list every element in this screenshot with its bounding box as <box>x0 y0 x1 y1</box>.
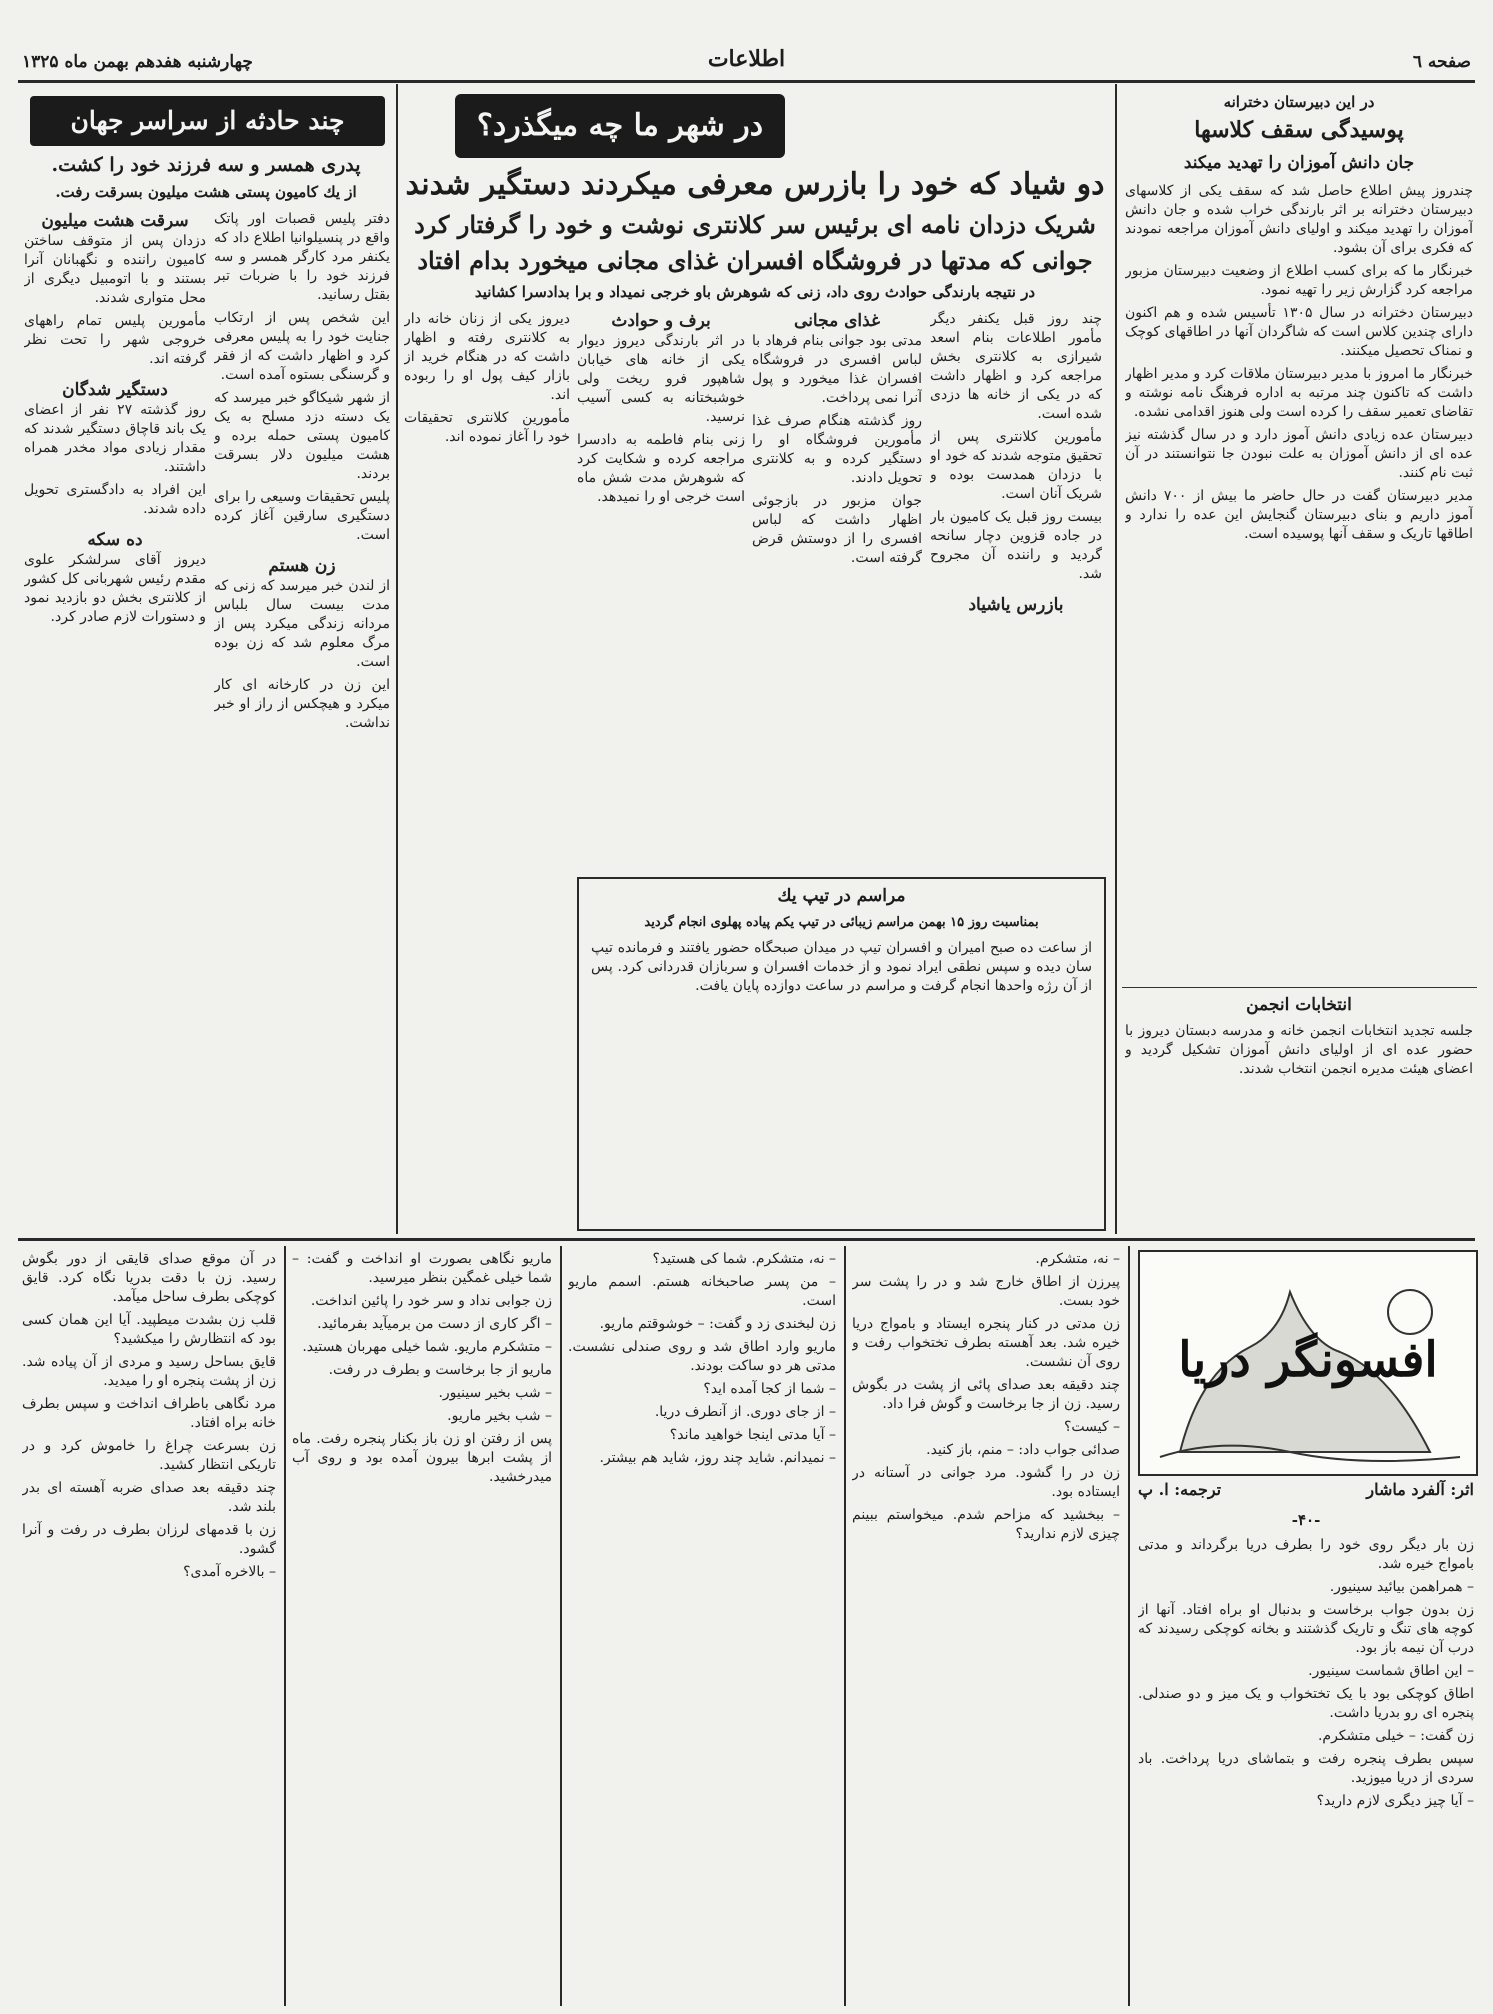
serial-divider-2 <box>844 1246 846 2006</box>
serial-col-4 <box>292 1250 552 2006</box>
paragraph: روز گذشته ۲۷ نفر از اعضای یک باند قاچاق دستگیر شدند که مقدار زیادی مواد مخدر همراه داشتند. <box>24 402 206 475</box>
world-sub-two: سرقت هشت میلیون <box>41 211 189 231</box>
world-sub-one: از یك کامیون پستی هشت میلیون بسرقت رفت. <box>55 183 357 201</box>
sub-gheza: غذای مجانی <box>794 311 880 331</box>
paragraph: زن بار دیگر روی خود را بطرف دریا برگرداند و مدتی بامواج خیره شد. <box>1138 1537 1474 1572</box>
paragraph: دبیرستان دخترانه در سال ۱۳۰۵ تأسیس شده و هم اکنون دارای چندین کلاس است که شاگردان آنها در اطاقهای کوچک و نمناک تحصیل میکنند. <box>1125 305 1473 359</box>
paragraph: ماریو وارد اطاق شد و روی صندلی نشست. مدتی هر دو ساکت بودند. <box>568 1339 836 1374</box>
paragraph: زن بدون جواب برخاست و بدنبال او براه افتاد. آنها از کوچه های تنگ و تاریک گذشتند و بخانه کوچکی رسیدند که درب آن نیمه باز بود. <box>1138 1602 1474 1656</box>
paragraph: زن با قدمهای لرزان بطرف در رفت و آنرا گشود. <box>22 1522 276 1557</box>
paragraph: در اثر بارندگی دیروز دیوار یکی از خانه های خیابان شاهپور فرو ریخت ولی خوشبختانه به کسی آسیب نرسید. <box>577 333 745 425</box>
newspaper-logo: اطلاعات <box>707 46 786 72</box>
paragraph: ماریو نگاهی بصورت او انداخت و گفت: – شما خیلی غمگین بنظر میرسید. <box>292 1251 552 1286</box>
election-title: انتخابات انجمن <box>1246 995 1352 1015</box>
serial-title: افسونگر دریا <box>1178 1332 1438 1388</box>
serial-divider-3 <box>560 1246 562 2006</box>
ceremony-body: از ساعت ده صبح امیران و افسران تیپ در میدان صبحگاه حضور یافتند و فرمانده تیپ سان دیده و سپس نطقی ایراد نمود و از خدمات افسران و سربازان قدردانی کرد. پس از آن رژه واحدها انجام گرفت و مراسم در ساعت دوازده پایان یافت. <box>591 940 1092 994</box>
paragraph: دیروز آقای سرلشکر علوی مقدم رئیس شهربانی کل کشور از کلانتری بخش دو بازدید نمود و دستورات لازم صادر کرد. <box>24 552 206 625</box>
paragraph: صدائی جواب داد: – منم، باز کنید. <box>926 1442 1120 1458</box>
world-col-left <box>24 210 206 1220</box>
paragraph: دفتر پلیس قصبات اور پاتک واقع در پنسیلوانیا اطلاع داد که یکنفر مرد کارگر همسر و سه فرزند خود را با ضربات تبر بقتل رسانید. <box>214 211 390 303</box>
serial-credits <box>1138 1480 1474 1506</box>
paragraph: از شهر شیکاگو خبر میرسد که یک دسته دزد مسلح به یک کامیون پستی حمله برده و هشت میلیون دلار بسرقت بردند. <box>214 390 390 482</box>
paragraph: – این اطاق شماست سینیور. <box>1308 1663 1474 1679</box>
paragraph: چند روز قبل یکنفر دیگر مأمور اطلاعات بنام اسعد شیرازی به کلانتری بخش مراجعه کرد و اظهار داشت که در یکی از خانه ها دزدی شده است. <box>930 311 1102 422</box>
paragraph: زن جوابی نداد و سر خود را پائین انداخت. <box>310 1293 552 1309</box>
paragraph: مأمورین پلیس تمام راههای خروجی شهر را تحت نظر گرفته اند. <box>24 313 206 367</box>
paragraph: – متشکرم ماریو. شما خیلی مهربان هستید. <box>302 1339 552 1355</box>
paragraph: – همراهمن بیائید سینیور. <box>1329 1579 1474 1595</box>
paragraph: دزدان پس از متوقف ساختن کامیون راننده و نگهبانان آنرا بستند و با اتومبیل دیگری از محل متواری شدند. <box>24 233 206 306</box>
serial-episode: -۴۰- <box>1291 1511 1321 1529</box>
serial-col-5 <box>22 1250 276 2006</box>
paragraph: دیروز یکی از زنان خانه دار به کلانتری رفته و اظهار داشت که در هنگام خرید از بازار کیف پول او را ربوده اند. <box>404 311 570 403</box>
school-subtitle: جان دانش آموزان را تهدید میکند <box>1183 153 1415 173</box>
paragraph: مرد نگاهی باطراف انداخت و سپس بطرف خانه براه افتاد. <box>22 1396 276 1431</box>
issue-date: چهارشنبه هفدهم بهمن ماه ۱۳۲۵ <box>22 52 253 72</box>
serial-author: اثر: آلفرد ماشار <box>1366 1480 1474 1499</box>
col-divider-left <box>396 84 398 1234</box>
world-sub-five: ده سکه <box>87 530 143 550</box>
paragraph: – از جای دوری. از آنطرف دریا. <box>654 1404 836 1420</box>
paragraph: – نه، متشکرم. <box>1035 1251 1120 1267</box>
paragraph: – آیا چیز دیگری لازم دارید؟ <box>1316 1793 1474 1809</box>
school-kicker: در این دبیرستان دخترانه <box>1223 93 1375 111</box>
subhead-one: شریک دزدان نامه ای برئیس سر کلانتری نوشت و خود را گرفتار کرد <box>414 210 1096 239</box>
paragraph: از لندن خبر میرسد که زنی که مدت بیست سال بلباس مردانه زندگی میکرد پس از مرگ معلوم شد که زن بوده است. <box>214 578 390 670</box>
paragraph: زن در را گشود. مرد جوانی در آستانه در ایستاده بود. <box>852 1465 1120 1500</box>
paragraph: – بالاخره آمدی؟ <box>183 1564 276 1580</box>
paragraph: ماریو از جا برخاست و بطرف در رفت. <box>328 1362 552 1378</box>
paragraph: چندروز پیش اطلاع حاصل شد که سقف یکی از کلاسهای دبیرستان دخترانه بر اثر بارندگی خراب شده و جان دانش آموزان را تهدید میکند و اولیای دانش آموزان مراجعه نمودند که فکری برای آن بشود. <box>1125 183 1473 256</box>
serial-divider-4 <box>284 1246 286 2006</box>
paragraph: این افراد به دادگستری تحویل داده شدند. <box>24 482 206 517</box>
moon-icon <box>1388 1290 1432 1334</box>
serial-col-1 <box>1138 1536 1474 2006</box>
school-body <box>1125 182 1473 544</box>
center-col-a <box>930 310 1102 870</box>
world-sub-three: دستگیر شدگان <box>62 380 168 400</box>
paragraph: مأمورین کلانتری پس از تحقیق متوجه شدند که خود او با دزدان همدست بوده و شریک آنان است. <box>930 429 1102 502</box>
paragraph: دبیرستان عده زیادی دانش آموز دارد و در سال گذشته نیز عده ای از دانش آموزان به علت نبودن جا نتوانستند در آن ثبت نام کنند. <box>1125 427 1473 481</box>
center-col-b <box>752 310 922 870</box>
serial-col-2 <box>852 1250 1120 2006</box>
center-kicker: در نتیجه بارندگی حوادث روی داد، زنی که شوهرش باو خرجی نمیداد و برا بدادسرا کشانید <box>474 283 1036 301</box>
sub-barf: برف و حوادث <box>611 311 711 331</box>
serial-divider-1 <box>1128 1246 1130 2006</box>
paragraph: – شب بخیر سینیور. <box>438 1385 552 1401</box>
center-col-c <box>577 310 745 870</box>
page-number: صفحه ٦ <box>1412 52 1471 72</box>
paragraph: – کیست؟ <box>1063 1419 1120 1435</box>
paragraph: خبرنگار ما که برای کسب اطلاع از وضعیت دبیرستان مزبور مراجعه کرد گزارش زیر را تهیه نمود. <box>1125 263 1473 298</box>
paragraph: زن گفت: – خیلی متشکرم. <box>1317 1728 1474 1744</box>
paragraph: – نه، متشکرم. شما کی هستید؟ <box>652 1251 836 1267</box>
paragraph: روز گذشته هنگام صرف غذا مأمورین فروشگاه او را دستگیر کرده و به کلانتری تحویل دادند. <box>752 413 922 486</box>
serial-rule <box>18 1238 1475 1241</box>
paragraph: زن لبخندی زد و گفت: – خوشوقتم ماریو. <box>599 1316 836 1332</box>
paragraph: پیرزن از اطاق خارج شد و در را پشت سر خود بست. <box>852 1274 1120 1309</box>
paragraph: چند دقیقه بعد صدای ضربه آهسته ای بدر بلند شد. <box>22 1480 276 1515</box>
ceremony-intro: بمناسبت روز ۱۵ بهمن مراسم زیبائی در تیپ یکم پیاده پهلوی انجام گردید <box>644 915 1039 930</box>
serial-col-3 <box>568 1250 836 2006</box>
world-head-one: پدری همسر و سه فرزند خود را کشت. <box>51 154 361 176</box>
paragraph: زنی بنام فاطمه به دادسرا مراجعه کرده و شکایت کرد که شوهرش مدت شش ماه است خرجی او را نمیدهد. <box>577 432 745 505</box>
paragraph: – شب بخیر ماریو. <box>447 1408 552 1424</box>
col-divider-right <box>1115 84 1117 1234</box>
serial-title-box <box>1138 1250 1478 1476</box>
paragraph: – اگر کاری از دست من برمیآید بفرمائید. <box>317 1316 552 1332</box>
main-headline: دو شیاد که خود را بازرس معرفی میکردند دستگیر شدند <box>405 167 1105 202</box>
election-box <box>1125 994 1473 1224</box>
paragraph: – شما از کجا آمده اید؟ <box>703 1381 836 1397</box>
paragraph: قایق بساحل رسید و مردی از آن پیاده شد. زن از پشت پنجره او را میدید. <box>22 1354 276 1389</box>
ceremony-box <box>577 877 1106 1231</box>
world-sub-four: زن هستم <box>268 556 336 576</box>
paragraph: این زن در کارخانه ای کار میکرد و هیچکس از راز او خبر نداشت. <box>214 677 390 731</box>
paragraph: – من پسر صاحبخانه هستم. اسمم ماریو است. <box>568 1274 836 1309</box>
paragraph: زن مدتی در کنار پنجره ایستاد و بامواج دریا خیره شد. بعد آهسته بطرف تختخواب رفت و روی آن نشست. <box>852 1316 1120 1370</box>
paragraph: مدتی بود جوانی بنام فرهاد با لباس افسری در فروشگاه افسران غذا میخورد و پول آنرا نمی پرداخت. <box>752 333 922 406</box>
paragraph: سپس بطرف پنجره رفت و بتماشای دریا پرداخت. باد سردی از دریا میوزید. <box>1138 1751 1474 1786</box>
paragraph: بیست روز قبل یک کامیون بار در جاده قزوین دچار سانحه گردید و راننده آن مجروح شد. <box>930 509 1102 582</box>
subhead-two: جوانی که مدتها در فروشگاه افسران غذای مجانی میخورد بدام افتاد <box>417 246 1093 275</box>
election-body: جلسه تجدید انتخابات انجمن خانه و مدرسه دبستان دیروز با حضور عده ای از اولیای دانش آموزان تشکیل گردید و اعضای هیئت مدیره انجمن انتخاب شدند. <box>1125 1023 1473 1077</box>
box-rule <box>1122 987 1477 988</box>
paragraph: زن بسرعت چراغ را خاموش کرد و در تاریکی انتظار کشید. <box>22 1438 276 1473</box>
paragraph: – نمیدانم. شاید چند روز، شاید هم بیشتر. <box>599 1450 836 1466</box>
city-banner: در شهر ما چه میگذرد؟ <box>455 94 785 158</box>
paragraph: پلیس تحقیقات وسیعی را برای دستگیری سارقین آغاز کرده است. <box>214 489 390 543</box>
ceremony-title: مراسم در تیپ یك <box>777 886 906 906</box>
world-col-right <box>214 210 390 1220</box>
paragraph: مدیر دبیرستان گفت در حال حاضر ما بیش از ۷۰۰ دانش آموز داریم و بنای دبیرستان گنجایش این عده را ندارد و اطاقها تاریک و سقف آنها پوسیده است. <box>1125 488 1473 542</box>
paragraph: – آیا مدتی اینجا خواهید ماند؟ <box>669 1427 836 1443</box>
sub-bazres: بازرس یاشیاد <box>968 595 1064 615</box>
paragraph: جوان مزبور در بازجوئی اظهار داشت که لباس افسری را از دوستش قرض گرفته است. <box>752 493 922 566</box>
paragraph: این شخص پس از ارتکاب جنایت خود را به پلیس معرفی کرد و اظهار داشت که از فقر و گرسنگی بستوه آمده است. <box>214 310 390 383</box>
paragraph: چند دقیقه بعد صدای پائی از پشت در بگوش رسید. زن از جا برخاست و گوش فرا داد. <box>852 1377 1120 1412</box>
school-title: پوسیدگی سقف کلاسها <box>1194 117 1404 143</box>
header-rule <box>18 80 1475 83</box>
center-col-d <box>404 310 570 1230</box>
paragraph: خبرنگار ما امروز با مدیر دبیرستان ملاقات کرد و مدیر اظهار داشت که تاکنون چند مرتبه به اداره فرهنگ نامه نوشته و تقاضای تعمیر سقف را کرده است ولی هنوز اقدامی نشده. <box>1125 366 1473 420</box>
paragraph: – ببخشید که مزاحم شدم. میخواستم ببینم چیزی لازم ندارید؟ <box>852 1507 1120 1542</box>
world-banner: چند حادثه از سراسر جهان <box>30 96 385 146</box>
serial-translator: ترجمه: ا. پ <box>1138 1480 1222 1499</box>
paragraph: پس از رفتن او زن باز بکنار پنجره رفت. ماه از پشت ابرها بیرون آمده بود و روی آب میدرخشید. <box>292 1431 552 1485</box>
paragraph: در آن موقع صدای قایقی از دور بگوش رسید. زن با دقت بدریا نگاه کرد. قایق کوچکی بطرف ساحل میآمد. <box>22 1251 276 1305</box>
paragraph: اطاق کوچکی بود با یک تختخواب و یک میز و دو صندلی. پنجره ای رو بدریا داشت. <box>1138 1686 1474 1721</box>
paragraph: مأمورین کلانتری تحقیقات خود را آغاز نموده اند. <box>404 410 570 445</box>
paragraph: قلب زن بشدت میطپید. آیا این همان کسی بود که انتظارش را میکشید؟ <box>22 1312 276 1347</box>
